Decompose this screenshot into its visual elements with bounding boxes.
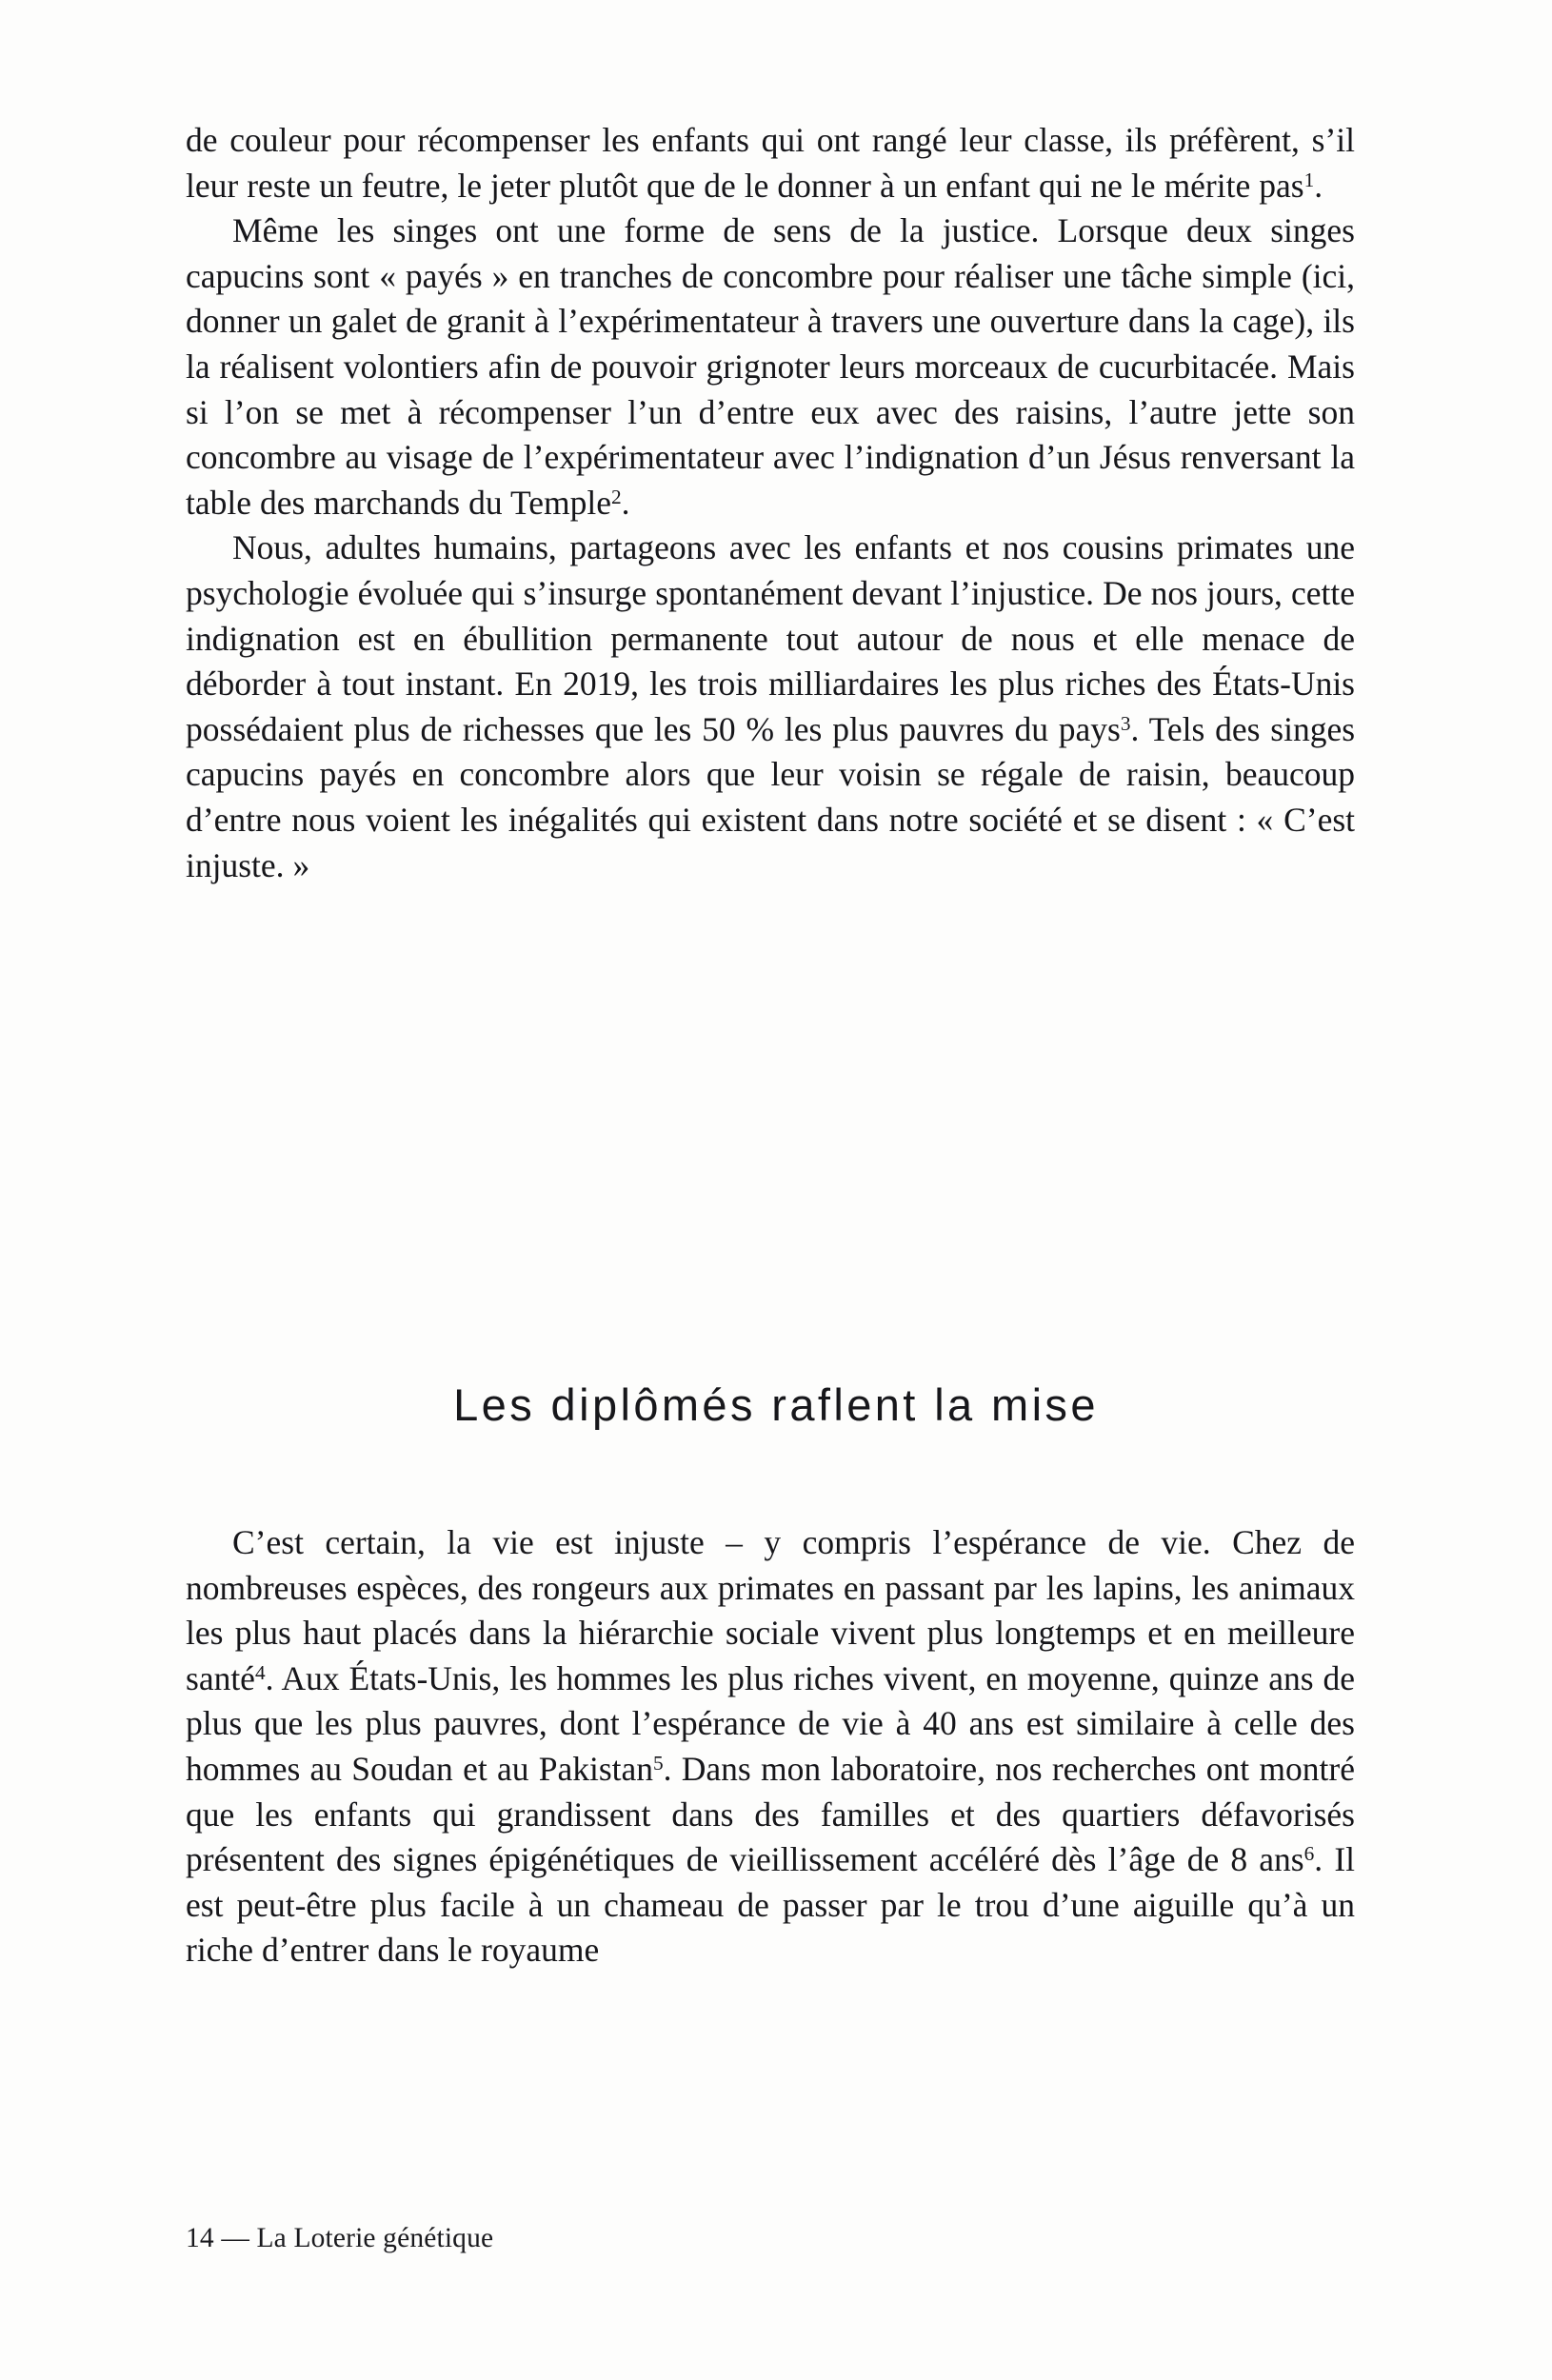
footnote-marker-2[interactable]: 2: [610, 485, 622, 508]
section-text-column: [186, 1520, 1355, 1973]
paragraph-inequality: [186, 526, 1355, 888]
paragraph-text: Même les singes ont une forme de sens de la justice. Lorsque deux singes capucins sont « payés » en tranches de concombre pour réaliser une tâche simple (ici, donner un galet de granit à l’expérimentateur à travers une ouverture dans la cage), ils la réalisent volontiers afin de pouvoir grignoter leurs morceaux de cucurbitacée. Mais si l’on se met à récompenser l’un d’entre eux avec des raisins, l’autre jette son concombre au visage de l’expérimentateur avec l’indignation d’un Jésus renversant la table des marchands du Temple: [186, 211, 1355, 522]
paragraph-life-expectancy: [186, 1520, 1355, 1973]
paragraph-monkeys: [186, 208, 1355, 526]
paragraph-text-part-2: . Aux États-Unis, les hommes les plus riches vivent, en moyenne, quinze ans de plus que les plus pauvres, dont l’espérance de vie à 40 ans est similaire à celle des hommes au Soudan et au Pakistan: [186, 1658, 1355, 1788]
footnote-marker-6[interactable]: 6: [1303, 1842, 1315, 1866]
section-heading: Les diplômés raflent la mise: [453, 1379, 1099, 1430]
paragraph-continued: [186, 118, 1355, 208]
paragraph-text-part-2: . Tels des singes capucins payés en concombre alors que leur voisin se régale de raisin, beaucoup d’entre nous voient les inégalités qui existent dans notre société et se disent : « C’est injuste. »: [186, 709, 1356, 884]
running-footer: 14 — La Loterie génétique: [186, 2223, 494, 2253]
footnote-marker-3[interactable]: 3: [1120, 711, 1131, 735]
main-text-column: [186, 118, 1355, 888]
paragraph-text: de couleur pour récompenser les enfants qui ont rangé leur classe, ils préfèrent, s’il leur reste un feutre, le jeter plutôt que de le donner à un enfant qui ne le mérite pas: [186, 121, 1355, 205]
paragraph-text-part-1: C’est certain, la vie est injuste – y compris l’espérance de vie. Chez de nombreuses espèces, des rongeurs aux primates en passant par les lapins, les animaux les plus haut placés dans la hiérarchie sociale vivent plus longtemps et en meilleure santé: [186, 1523, 1355, 1697]
paragraph-text-part-3: . Dans mon laboratoire, nos recherches ont montré que les enfants qui grandissent dans des familles et des quartiers défavorisés présentent des signes épigénétiques de vieillissement accéléré dès l’âge de 8 ans: [186, 1749, 1355, 1879]
paragraph-text-part-4: . Il est peut-être plus facile à un chameau de passer par le trou d’une aiguille qu’à un riche d’entrer dans le royaume: [186, 1840, 1356, 1970]
paragraph-text-part-1: Nous, adultes humains, partageons avec les enfants et nos cousins primates une psychologie évoluée qui s’insurge spontanément devant l’injustice. De nos jours, cette indignation est en ébullition permanente tout autour de nous et elle menace de déborder à tout instant. En 2019, les trois milliardaires les plus riches des États-Unis possédaient plus de richesses que les 50 % les plus pauvres du pays: [186, 528, 1355, 748]
paragraph-tail: .: [1314, 166, 1323, 205]
footnote-marker-1[interactable]: 1: [1303, 168, 1315, 191]
paragraph-tail: .: [621, 483, 630, 522]
footnote-marker-4[interactable]: 4: [254, 1660, 266, 1684]
footnote-marker-5[interactable]: 5: [653, 1751, 664, 1775]
